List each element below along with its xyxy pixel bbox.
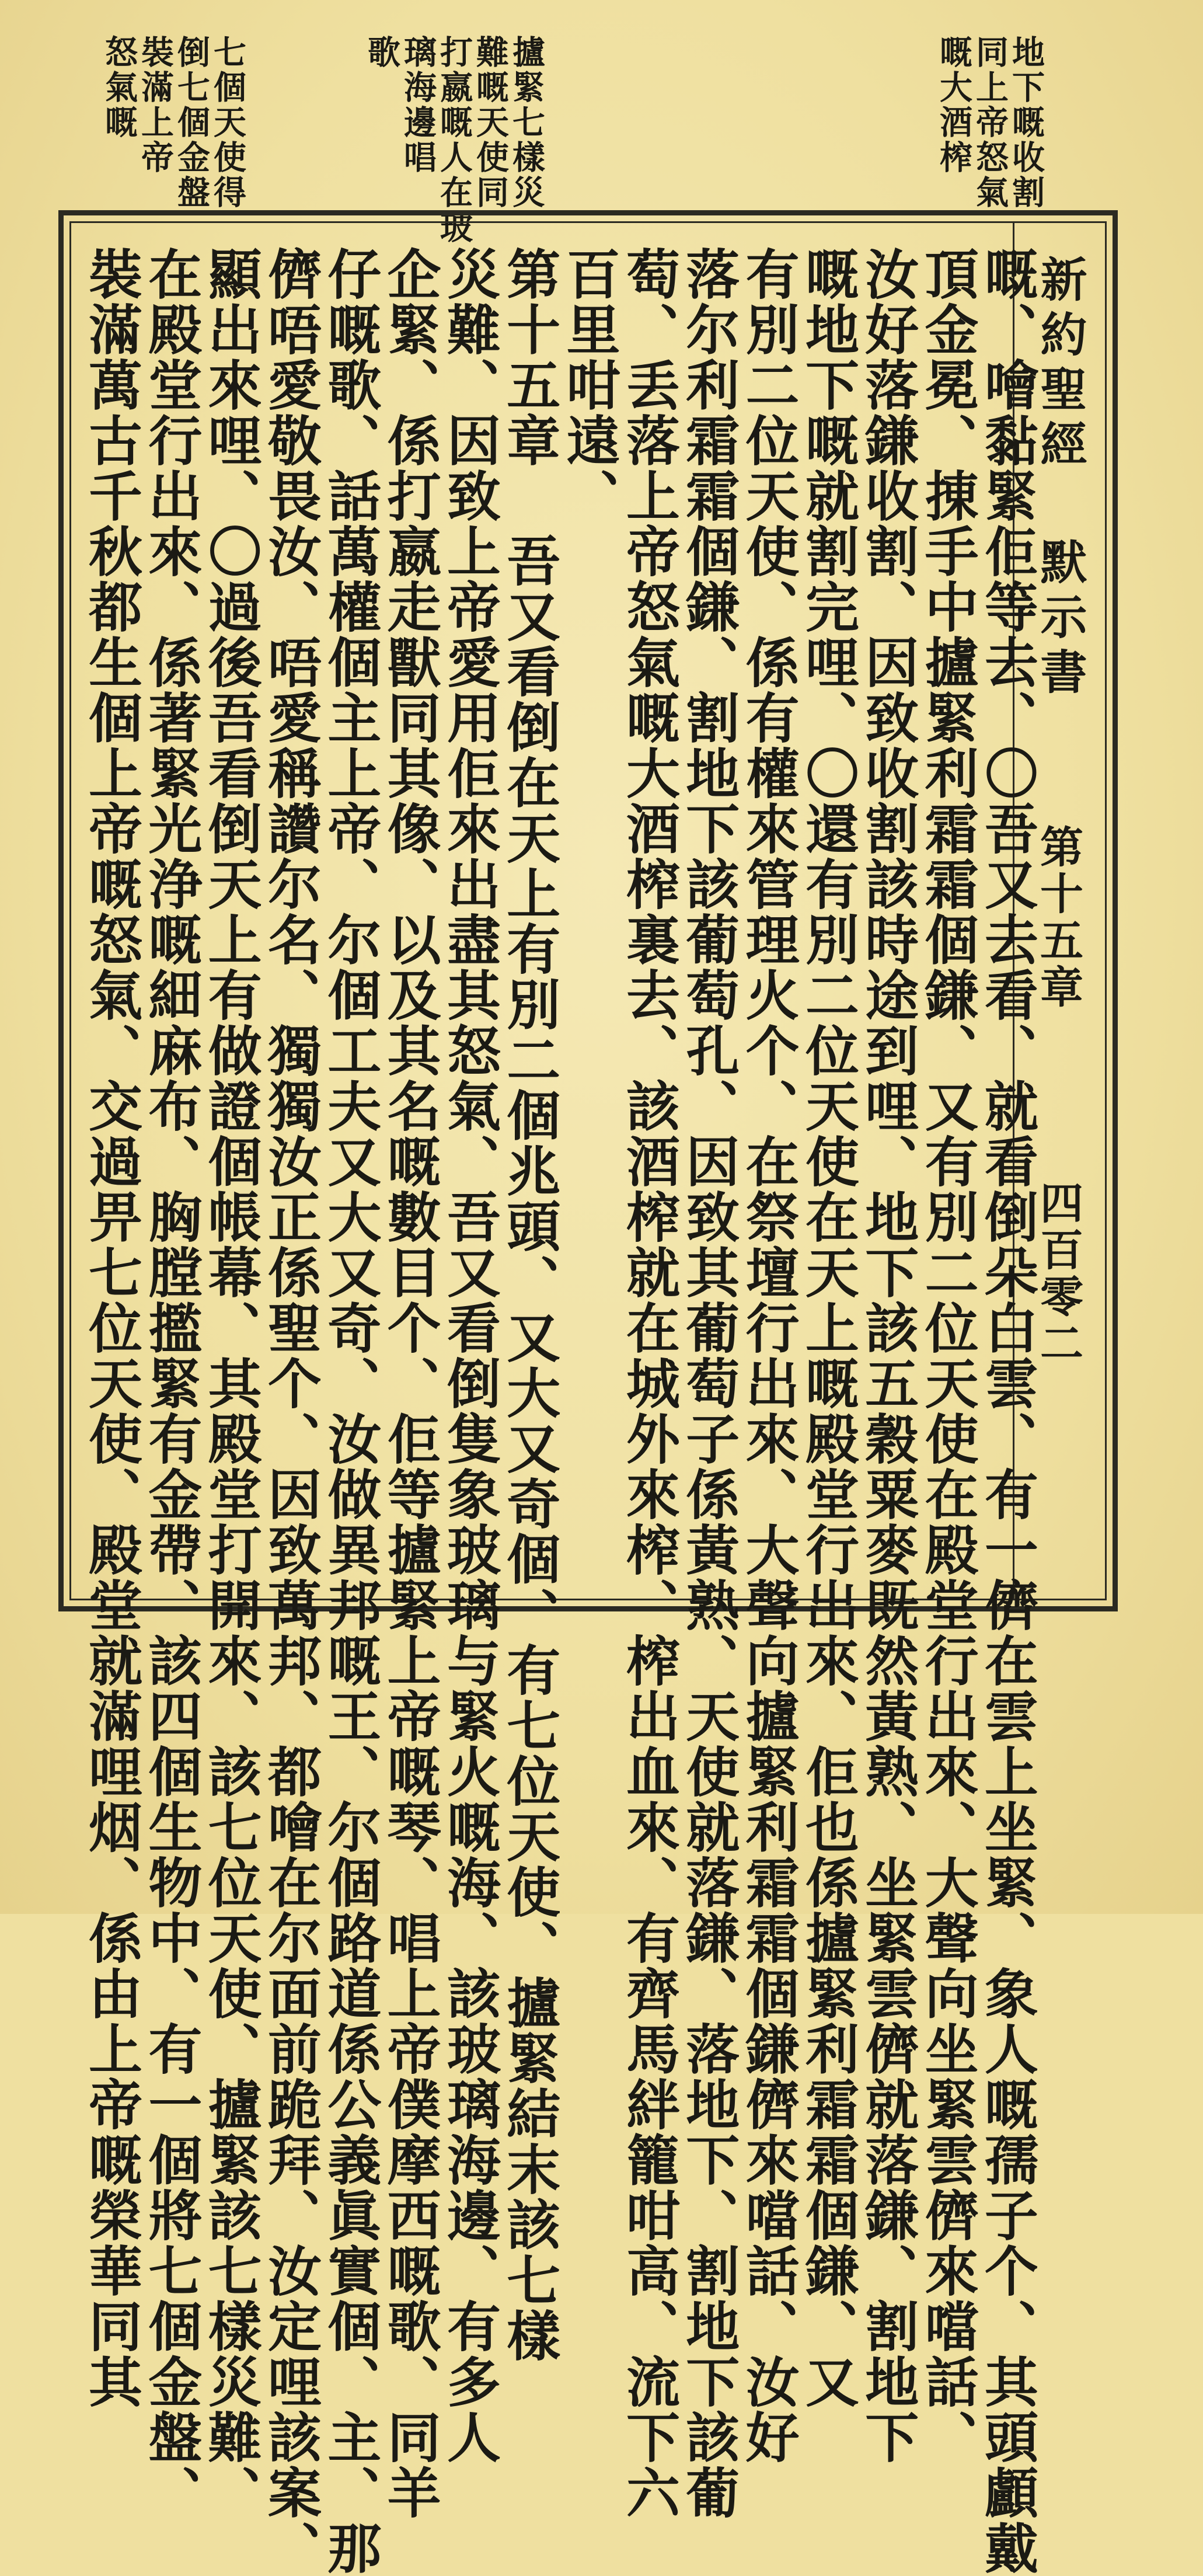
text-column: 落尔利霜霜個鎌、割地下該葡萄孔、因致其葡萄子係黃熟、天使就落鎌、落地下、割地下該葡 xyxy=(677,246,741,2521)
text-column: 災難、因致上帝愛用佢來出盡其怒氣、吾又看倒隻象玻璃与緊火嘅海、該玻璃海邊、有多人 xyxy=(438,246,501,2465)
text-column: 顯出來哩、〇過後吾看倒天上有做證個帳幕、其殿堂打開來、該七位天使、攎緊該七樣災難、 xyxy=(199,246,263,2521)
text-column: 在殿堂行出來、係著緊光浄嘅細麻布、胸膛㩜緊有金帶、該四個生物中、有一個將七個金盤、 xyxy=(140,246,203,2521)
page-number: 四百零二 xyxy=(1033,1181,1083,1367)
text-frame-inner xyxy=(69,221,1107,2576)
text-column: 有別二位天使、係有權來管理火个、在祭壇行出來、大聲向攎緊利霜霜個鎌儕來噹話、汝好 xyxy=(737,246,800,2465)
chapter-heading: 第十五章 xyxy=(1033,824,1083,1011)
headnote-line: 裝滿上帝 xyxy=(136,35,175,175)
book-title: 新約聖經 默示書 xyxy=(1033,255,1087,702)
body-text xyxy=(80,246,1039,2576)
headnote-line: 同上帝怒氣 xyxy=(971,35,1009,210)
text-column: 仔嘅歌、話萬權個主上帝、尔個工夫又大又奇、汝做異邦嘅王、尔個路道係公義眞實個、主、那 xyxy=(319,246,382,2576)
headnote-line: 地下嘅收割 xyxy=(1007,35,1045,210)
text-column: 企緊、係打嬴走獸同其像、以及其名嘅數目个、佢等攎緊上帝嘅琴、唱上帝僕摩西嘅歌、同羊 xyxy=(378,246,442,2521)
headnote-line: 歌 xyxy=(362,35,401,70)
headnote-line: 倒七個金盤 xyxy=(172,35,211,210)
headnote-right xyxy=(934,35,1045,210)
headnote-left xyxy=(99,35,247,210)
text-column: 百里咁遠、 xyxy=(557,246,621,524)
headnote-line: 七個天使得 xyxy=(208,35,247,210)
text-column: 萄、丢落上帝怒氣嘅大酒榨裏去、該酒榨就在城外來榨、榨出血來、有齊馬絆籠咁高、流下六 xyxy=(617,246,681,2521)
text-column: 嘅、噲黏緊佢等去、〇吾又去看、就看倒朵白雲、有一儕在雲上坐緊、象人嘅孺子个、其頭顱戴 xyxy=(975,246,1039,2576)
text-column: 汝好落鎌收割、因致收割該時途到哩、地下該五穀粟麥既然黃熟、坐緊雲儕就落鎌、割地下 xyxy=(856,246,920,2465)
headnote-line: 攎緊七樣災 xyxy=(507,35,546,210)
text-column: 裝滿萬古千秋都生個上帝嘅怒氣、交過畀七位天使、殿堂就滿哩烟、係由上帝嘅榮華同其 xyxy=(80,246,143,2410)
headnote-middle xyxy=(362,35,546,245)
headnote-line: 怒氣嘅 xyxy=(100,35,138,140)
headnote-line: 難嘅天使同 xyxy=(471,35,510,210)
headnote-line: 打嬴嘅人在玻 xyxy=(435,35,473,245)
text-column: 第十五章 吾又看倒在天上有別二個兆頭、又大又奇個、有七位天使、攎緊結末該七樣 xyxy=(498,246,562,2363)
headnote-line: 璃海邊唱 xyxy=(399,35,437,175)
text-column: 嘅地下嘅就割完哩、〇還有別二位天使在天上嘅殿堂行出來、佢也係攎緊利霜霜個鎌、又 xyxy=(796,246,860,2410)
text-frame xyxy=(58,210,1118,2576)
text-column: 頂金冕、㨂手中攎緊利霜霜個鎌、又有別二位天使在殿堂行出來、大聲向坐緊雲儕來噹話、 xyxy=(916,246,979,2465)
headnote-line: 嘅大酒榨 xyxy=(934,35,973,175)
text-column: 儕唔愛敬畏汝、唔愛稱讚尔名、獨獨汝正係聖个、因致萬邦、都噲在尔面前跪拜、汝定哩該案、 xyxy=(259,246,322,2576)
